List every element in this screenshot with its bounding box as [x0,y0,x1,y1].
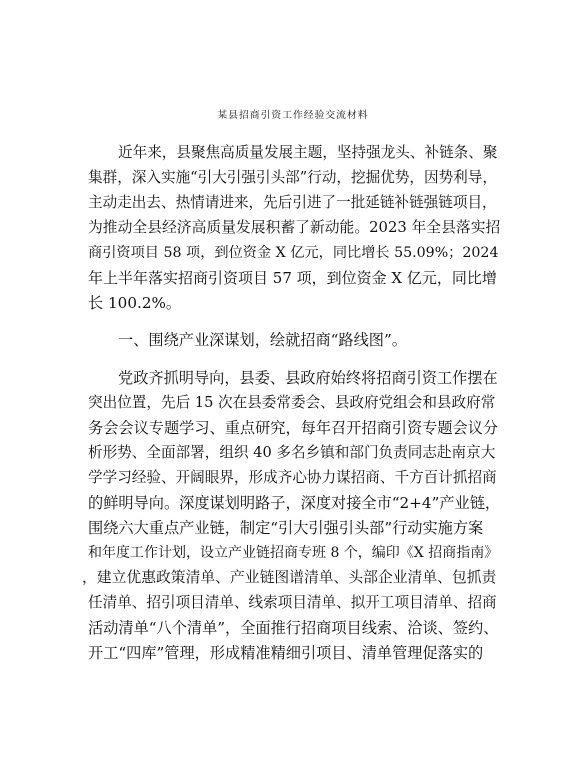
paragraph-line: 开工“四库”管理，形成精准精细引项目、清单管理促落实的 [88,644,484,662]
paragraph-line: 围绕六大重点产业链，制定“引大引强引头部”行动实施方案 [88,519,484,537]
paragraph-line: ，建立优惠政策清单、产业链图谱清单、头部企业清单、包抓责 [82,569,497,586]
paragraph-line: 长 100.2%。 [88,294,182,312]
paragraph-line: 析形势、全面部署，组织 40 多名乡镇和部门负责同志赴南京大 [88,444,496,461]
paragraph-line: 主动走出去、热情请进来，先后引进了一批延链补链强链项目， [88,194,497,211]
paragraph-line: 务会会议专题学习、重点研究，每年召开招商引资专题会议分 [88,419,499,437]
paragraph-line: 和年度工作计划，设立产业链招商专班 8 个，编印《X 招商指南》 [88,545,499,561]
paragraph-line: 学学习经验、开阔眼界，形成齐心协力谋招商、千方百计抓招商 [88,469,497,486]
paragraph-line: 年上半年落实招商引资项目 57 项，到位资金 X 亿元，同比增 [88,269,497,287]
paragraph-line: 党政齐抓明导向，县委、县政府始终将招商引资工作摆在 [118,369,498,387]
paragraph-line: 为推动全县经济高质量发展积蓄了新动能。2023 年全县落实招 [88,219,501,236]
paragraph-line: 近年来，县聚焦高质量发展主题，坚持强龙头、补链条、聚 [118,144,498,161]
paragraph-line: 突出位置，先后 15 次在县委常委会、县政府党组会和县政府常 [88,394,496,411]
paragraph-line: 活动清单“八个清单”，全面推行招商项目线索、洽谈、签约、 [88,619,499,637]
paragraph-line: 任清单、招引项目清单、线索项目清单、拟开工项目清单、招商 [88,594,497,611]
section-heading: 一、围绕产业深谋划，绘就招商“路线图”。 [118,331,407,349]
paragraph-line: 集群，深入实施“引大引强引头部”行动，挖掘优势，因势利导， [88,169,497,186]
paragraph-line: 商引资项目 58 项，到位资金 X 亿元，同比增长 55.09%；2024 [88,245,499,261]
document-title: 某县招商引资工作经验交流材料 [217,110,369,121]
paragraph-line: 的鲜明导向。深度谋划明路子，深度对接全市“2+4”产业链， [88,494,501,512]
